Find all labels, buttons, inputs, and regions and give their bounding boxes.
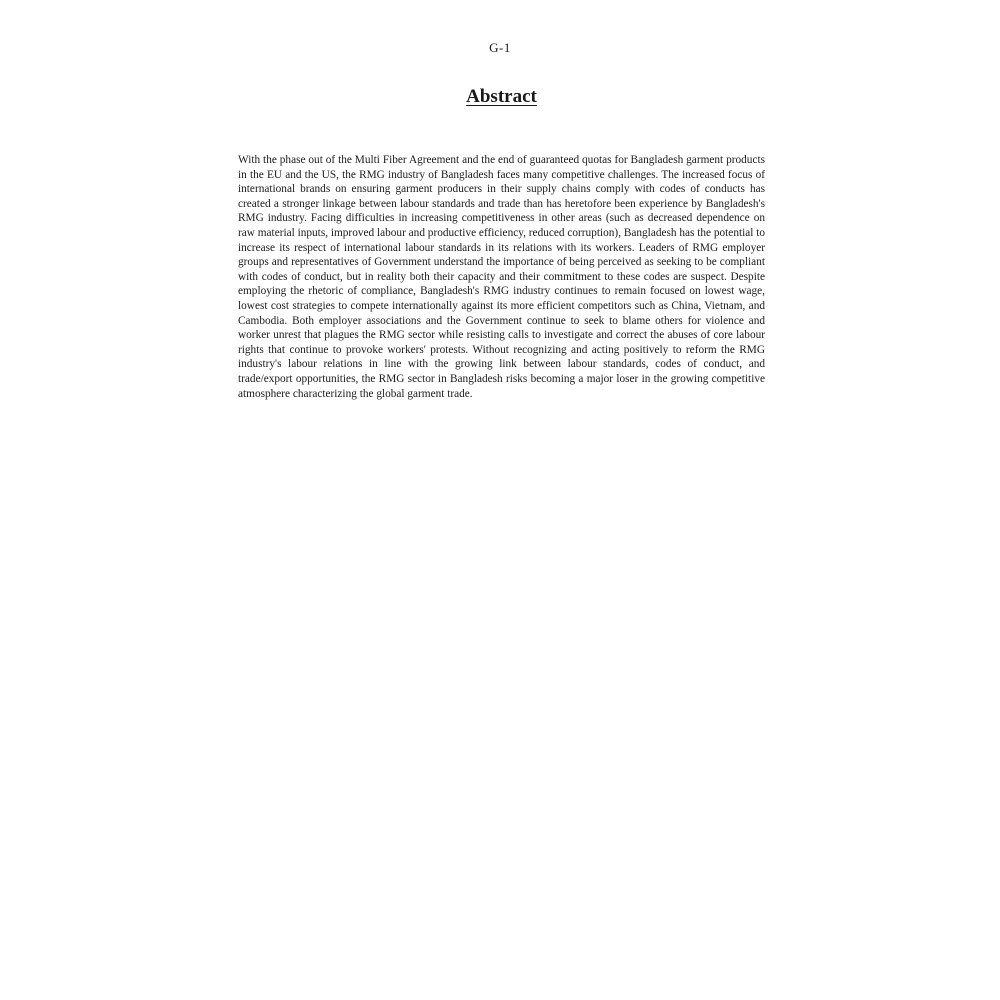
page-number: G-1 [489,40,511,55]
abstract-heading: Abstract [466,86,537,107]
abstract-paragraph: With the phase out of the Multi Fiber Agreement and the end of guaranteed quotas for Bangladesh garment products in the EU and the US, the RMG industry of Bangladesh faces many competitive challenges. The increased focus of international brands on ensuring garment producers in their supply chains comply with codes of conducts has created a stronger linkage between labour standards and trade than has heretofore been experience by Bangladesh's RMG industry. Facing difficulties in increasing competitiveness in other areas (such as decreased dependence on raw material inputs, improved labour and productive efficiency, reduced corruption), Bangladesh has the potential to increase its respect of international labour standards in its relations with its workers. Leaders of RMG employer groups and representatives of Government understand the importance of being perceived as seeking to be compliant with codes of conduct, but in reality both their capacity and their commitment to these codes are suspect. Despite employing the rhetoric of compliance, Bangladesh's RMG industry continues to remain focused on lowest wage, lowest cost strategies to compete internationally against its more efficient competitors such as China, Vietnam, and Cambodia. Both employer associations and the Government continue to seek to blame others for violence and worker unrest that plagues the RMG sector while resisting calls to investigate and correct the abuses of core labour rights that continue to provoke workers' protests. Without recognizing and acting positively to reform the RMG industry's labour relations in line with the growing link between labour standards, codes of conduct, and trade/export opportunities, the RMG sector in Bangladesh risks becoming a major loser in the growing competitive atmosphere characterizing the global garment trade. [238,154,766,400]
